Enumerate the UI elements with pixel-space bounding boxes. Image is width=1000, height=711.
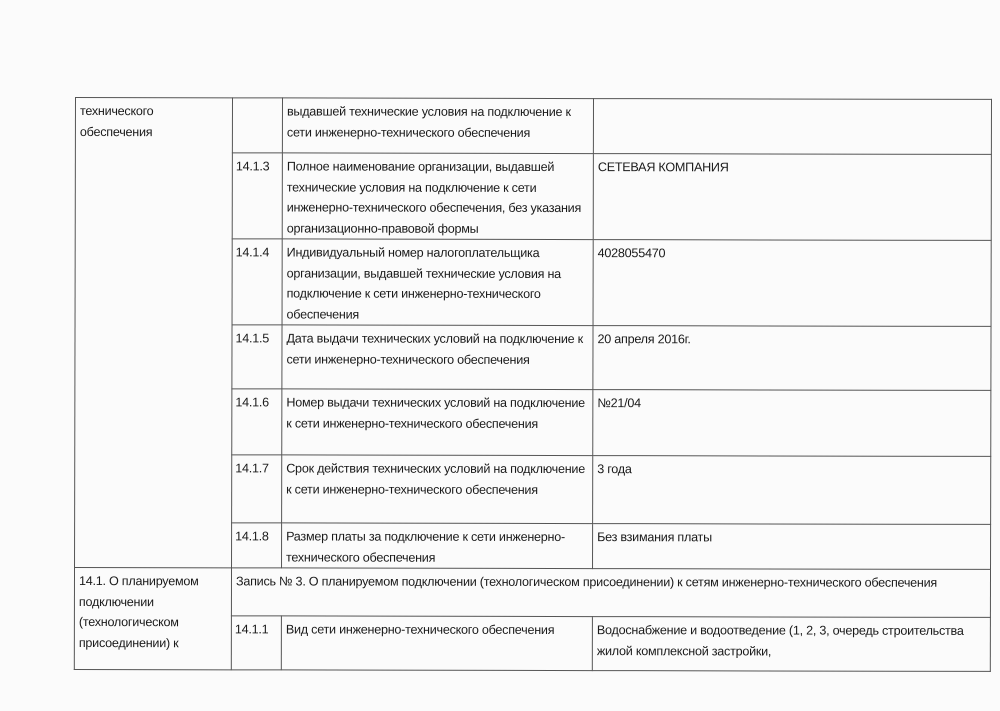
table-row [75, 98, 991, 155]
row-name: выдавшей технические условия на подключение к сети инженерно-технического обеспечения [282, 98, 593, 154]
row-value: Водоснабжение и водоотведение (1, 2, 3, очередь строительства жилой комплексной застройки, [592, 617, 990, 672]
row-name: Вид сети инженерно-технического обеспечения [281, 616, 592, 671]
row-name: Дата выдачи технических условий на подключение к сети инженерно-технического обеспечения [282, 325, 593, 390]
row-name: Срок действия технических условий на подключение к сети инженерно-технического обеспечения [282, 455, 593, 524]
row-name: Размер платы за подключение к сети инженерно-технического обеспечения [282, 523, 593, 569]
row-name: Индивидуальный номер налогоплательщика организации, выдавшей технические условия на подключение к сети инженерно-технического обеспечения [282, 239, 593, 326]
row-value: №21/04 [593, 390, 991, 457]
row-number: 14.1.7 [232, 455, 282, 523]
table-row [74, 568, 990, 618]
row-value: Без взимания платы [593, 524, 991, 570]
row-number: 14.1.1 [231, 616, 281, 670]
section-label: 14.1. О планируемом подключении (технологическом присоединении) к [74, 568, 231, 670]
row-number: 14.1.3 [232, 153, 282, 239]
row-value [593, 99, 991, 155]
row-name: Номер выдачи технических условий на подключение к сети инженерно-технического обеспечения [282, 389, 593, 456]
row-name: Полное наименование организации, выдавшей технические условия на подключение к сети инженерно-технического обеспечения, без указания организационно-правовой формы [282, 153, 593, 240]
row-value: 3 года [593, 456, 991, 525]
row-value: СЕТЕВАЯ КОМПАНИЯ [593, 154, 991, 241]
row-number: 14.1.6 [232, 389, 282, 455]
document-table [74, 97, 992, 672]
row-number: 14.1.5 [232, 325, 282, 389]
row-number: 14.1.8 [232, 523, 282, 568]
record-title: Запись № 3. О планируемом подключении (технологическом присоединении) к сетям инженерно-технического обеспечения [231, 568, 990, 618]
row-value: 20 апреля 2016г. [593, 326, 991, 391]
row-number: 14.1.4 [232, 239, 282, 325]
row-number [232, 98, 282, 153]
section-label: технического обеспечения [75, 98, 233, 568]
row-value: 4028055470 [593, 240, 991, 327]
